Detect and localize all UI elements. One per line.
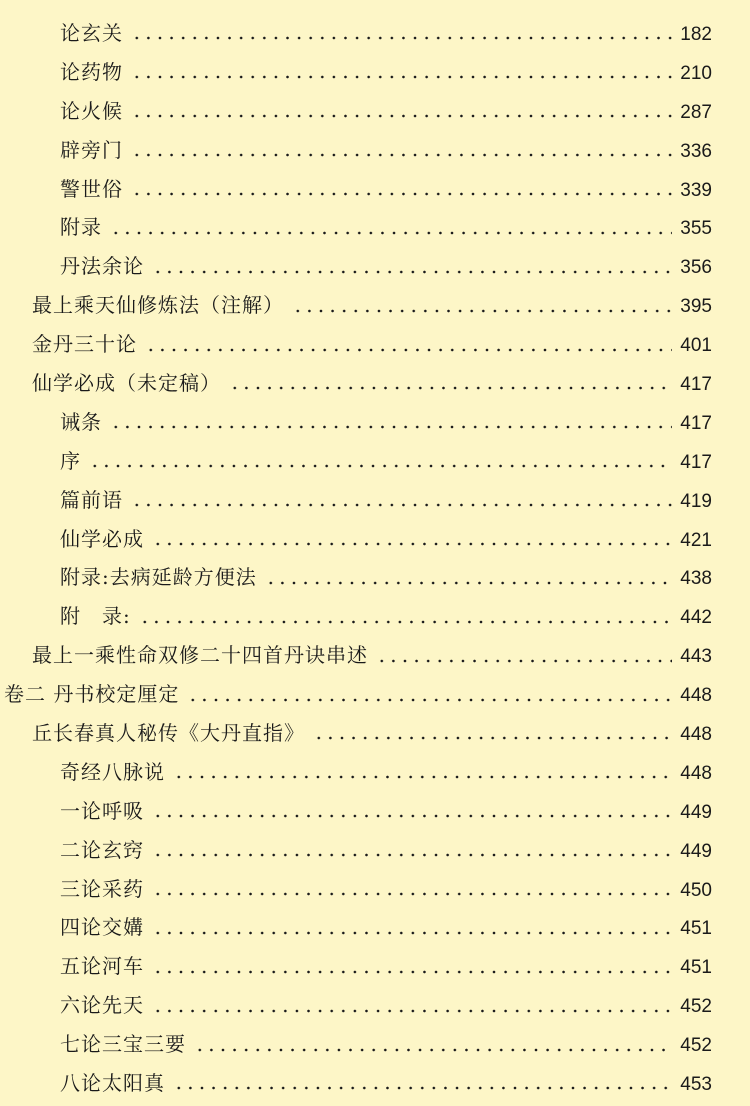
toc-entry-page-number: 452 [680,996,712,1018]
dot-leader [152,930,672,936]
dot-leader [152,891,672,897]
toc-entry-title: 附录 [60,215,102,240]
toc-entry-page-number: 438 [680,568,712,590]
toc-entry-page-number: 356 [680,257,712,279]
toc-entry-title: 丘长春真人秘传《大丹直指》 [32,721,305,746]
toc-entry[interactable] [0,442,750,481]
toc-entry[interactable] [0,403,750,442]
dot-leader [89,463,672,469]
toc-entry-page-number: 417 [680,412,712,434]
toc-entry-page-number: 421 [680,529,712,551]
toc-entry[interactable] [0,908,750,947]
toc-entry[interactable] [0,831,750,870]
toc-entry-title: 序 [60,448,81,473]
toc-entry[interactable] [0,131,750,170]
dot-leader [131,502,672,508]
toc-entry-title: 奇经八脉说 [60,759,165,784]
toc-entry-title: 篇前语 [60,487,123,512]
toc-entry-title: 卷二 丹书校定厘定 [4,682,180,707]
toc-entry-page-number: 449 [680,840,712,862]
dot-leader [131,152,672,158]
toc-entry[interactable] [0,325,750,364]
toc-entry-page-number: 449 [680,801,712,823]
toc-entry[interactable] [0,520,750,559]
toc-entry[interactable] [0,247,750,286]
toc-entry-page-number: 355 [680,218,712,240]
toc-entry-title: 金丹三十论 [32,332,137,357]
toc-entry-title: 附录:去病延龄方便法 [60,565,257,590]
toc-entry-title: 最上一乘性命双修二十四首丹诀串述 [32,643,368,668]
toc-entry[interactable] [0,714,750,753]
toc-entry-page-number: 451 [680,957,712,979]
dot-leader [152,269,672,275]
toc-entry-title: 丹法余论 [60,254,144,279]
toc-entry[interactable] [0,675,750,714]
toc-entry-title: 三论采药 [60,876,144,901]
dot-leader [152,813,672,819]
dot-leader [194,1047,672,1053]
toc-entry-page-number: 453 [680,1074,712,1096]
toc-entry[interactable] [0,636,750,675]
dot-leader [173,774,672,780]
toc-entry-title: 二论玄窍 [60,837,144,862]
toc-entry[interactable] [0,597,750,636]
toc-entry-page-number: 336 [680,140,712,162]
dot-leader [139,619,672,625]
toc-entry-title: 论玄关 [60,21,123,45]
toc-entry[interactable] [0,53,750,92]
toc-entry-title: 附 录: [60,604,131,629]
toc-entry-title: 诫条 [60,409,102,434]
toc-entry[interactable] [0,986,750,1025]
toc-entry-page-number: 395 [680,296,712,318]
toc-entry[interactable] [0,286,750,325]
toc-entry-title: 最上乘天仙修炼法（注解） [32,293,284,318]
toc-entry-page-number: 339 [680,179,712,201]
toc-entry-page-number: 419 [680,490,712,512]
toc-entry-page-number: 401 [680,335,712,357]
toc-entry-title: 仙学必成（未定稿） [32,371,221,396]
toc-entry-page-number: 182 [680,24,712,45]
toc-entry-page-number: 443 [680,646,712,668]
dot-leader [152,1008,672,1014]
toc-entry[interactable] [0,870,750,909]
toc-entry[interactable] [0,792,750,831]
toc-entry-page-number: 448 [680,685,712,707]
toc-entry-page-number: 417 [680,374,712,396]
toc-entry[interactable] [0,947,750,986]
toc-entry-title: 八论太阳真 [60,1071,165,1096]
dot-leader [152,969,672,975]
toc-entry-title: 论火候 [60,98,123,123]
toc-entry[interactable] [0,558,750,597]
toc-entry-title: 警世俗 [60,176,123,201]
toc-entry-page-number: 287 [680,101,712,123]
toc-entry-page-number: 450 [680,879,712,901]
toc-entry[interactable] [0,14,750,53]
dot-leader [376,658,672,664]
toc-entry[interactable] [0,364,750,403]
toc-entry[interactable] [0,92,750,131]
toc-entry-title: 五论河车 [60,954,144,979]
dot-leader [152,541,672,547]
dot-leader [145,347,672,353]
dot-leader [229,385,672,391]
toc-entry[interactable] [0,1064,750,1103]
toc-entry[interactable] [0,753,750,792]
dot-leader [292,308,672,314]
dot-leader [131,74,672,80]
toc-entry-title: 一论呼吸 [60,798,144,823]
toc-entry-page-number: 448 [680,724,712,746]
toc-entry[interactable] [0,208,750,247]
dot-leader [313,735,672,741]
dot-leader [265,580,672,586]
dot-leader [110,230,672,236]
toc-entry-title: 辟旁门 [60,137,123,162]
dot-leader [131,191,672,197]
toc-entry-page-number: 417 [680,451,712,473]
dot-leader [131,35,672,41]
dot-leader [131,113,672,119]
dot-leader [110,424,672,430]
toc-entry-page-number: 448 [680,762,712,784]
toc-entry-title: 七论三宝三要 [60,1032,186,1057]
toc-entry-title: 论药物 [60,59,123,84]
dot-leader [152,852,672,858]
toc-entry-title: 仙学必成 [60,526,144,551]
toc-entry[interactable] [0,1025,750,1064]
toc-entry-page-number: 451 [680,918,712,940]
dot-leader [173,1085,672,1091]
dot-leader [187,697,672,703]
toc-entry-title: 六论先天 [60,993,144,1018]
toc-entry-title: 四论交媾 [60,915,144,940]
toc-entry-page-number: 442 [680,607,712,629]
toc-entry-page-number: 210 [680,62,712,84]
toc-entry[interactable] [0,170,750,209]
toc-entry-page-number: 452 [680,1035,712,1057]
toc-entry[interactable] [0,481,750,520]
